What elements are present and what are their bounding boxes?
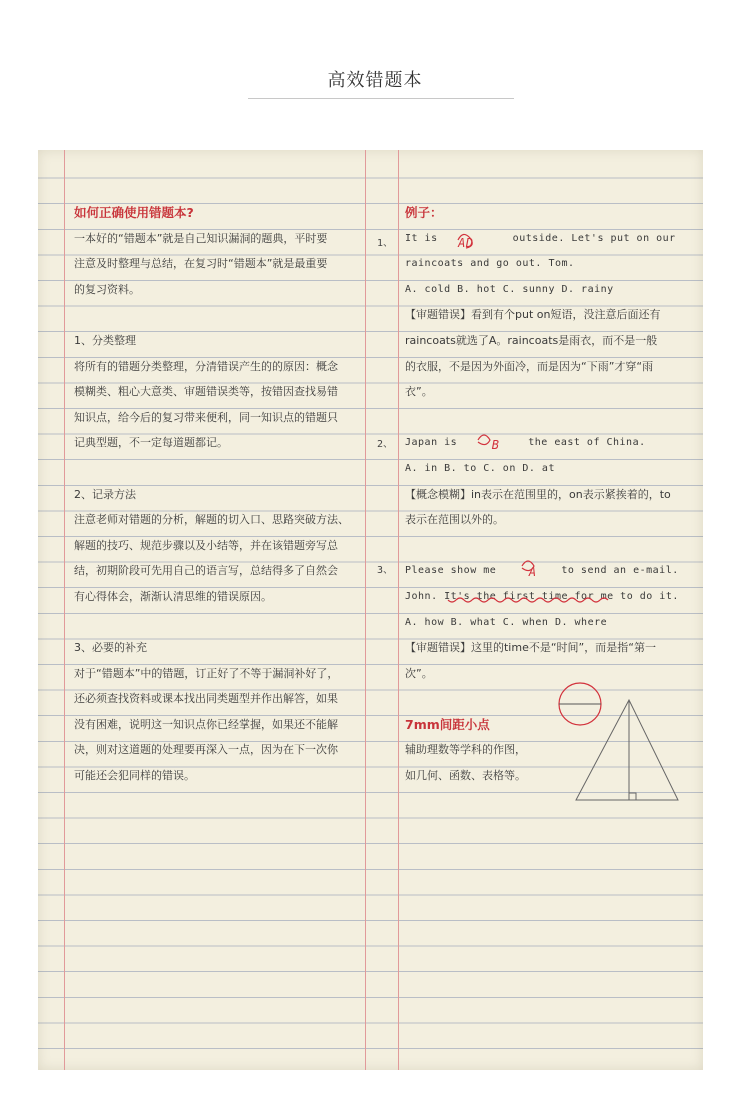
q3-text-b: to send an e-mail. [561,565,679,577]
question-1-number: 1、 [377,238,394,249]
section-1-title: 1、分类整理 [74,333,136,347]
question-2-options: A. in B. to C. on D. at [405,462,555,474]
q3-note-line: 【审题错误】这里的time不是“时间”，而是指“第一 [405,641,656,655]
dots-heading: 7mm间距小点 [405,716,490,732]
page-title: 高效错题本 [327,70,423,91]
dots-text-line: 辅助理数等学科的作图， [405,743,526,757]
section-2-line: 有心得体会，渐渐认清思维的错误原因。 [74,589,272,603]
right-angle-mark [629,793,636,800]
question-3-options: A. how B. what C. when D. where [405,616,608,628]
handwriting-overlay [38,150,703,1070]
q1-scribble [458,234,472,248]
q3-note-line: 次”。 [405,666,433,680]
q3-handwritten-answer: A [528,565,537,580]
section-3-title: 3、必要的补充 [74,641,147,655]
section-1-line: 将所有的错题分类整理，分清错误产生的的原因：概念 [74,359,338,373]
q2-text-b: the east of China. [528,437,646,449]
q1-note-line: 衣”。 [405,385,433,399]
q1-note-line: 的衣服，不是因为外面冷，而是因为“下雨”才穿“雨 [405,359,654,373]
q1-handwritten-answer: AD [458,235,474,250]
section-2-line: 结，初期阶段可先用自己的语言写，总结得多了自然会 [74,564,338,578]
section-3-line: 没有困难，说明这一知识点你已经掌握，如果还不能解 [74,717,338,731]
intro-line: 一本好的“错题本”就是自己知识漏洞的题典，平时要 [74,231,328,245]
section-2-line: 解题的技巧、规范步骤以及小结等，并在该错题旁写总 [74,538,338,552]
question-1-line-2: raincoats and go out. Tom. [405,258,575,270]
section-1-line: 记典型题，不一定每道题都记。 [74,436,228,450]
question-1-options: A. cold B. hot C. sunny D. rainy [405,283,614,295]
section-3-line: 还必须查找资料或课本找出同类题型并作出解答，如果 [74,692,338,706]
section-3-line: 决，则对这道题的处理要再深入一点，因为在下一次你 [74,743,338,757]
section-3-line: 对于“错题本”中的错题，订正好了不等于漏洞补好了， [74,666,339,680]
wavy-underline [448,598,608,602]
intro-line: 注意及时整理与总结，在复习时“错题本”就是最重要 [74,257,328,271]
q1-note-line: 【审题错误】看到有个put on短语，没注意后面还有 [405,308,661,322]
dots-text-line: 如几何、函数、表格等。 [405,769,526,783]
q2-note-line: 表示在范围以外的。 [405,513,504,527]
section-1-line: 知识点，给今后的复习带来便利，同一知识点的错题只 [74,410,338,424]
triangle-drawing [576,700,678,800]
q3-scribble [522,561,534,571]
title-divider [248,98,514,99]
q2-text-a: Japan is [405,437,458,449]
section-1-line: 模糊类、粗心大意类、审题错误类等，按错因查找易错 [74,385,338,399]
section-3-line: 可能还会犯同样的错误。 [74,769,195,783]
section-2-title: 2、记录方法 [74,487,136,501]
intro-line: 的复习资料。 [74,282,140,296]
q2-scribble [478,435,490,445]
q2-handwritten-answer: B [491,438,500,453]
question-2-number: 2、 [377,439,394,450]
question-3-number: 3、 [377,565,394,576]
right-heading: 例子： [405,205,443,220]
q3-text-a: Please show me [405,565,497,577]
section-2-line: 注意老师对错题的分析，解题的切入口、思路突破方法、 [74,513,349,527]
left-heading: 如何正确使用错题本? [74,205,194,220]
q1-text-a: It is [405,232,438,244]
q2-note-line: 【概念模糊】in表示在范围里的，on表示紧挨着的，to [405,487,671,501]
q1-note-line: raincoats就选了A。raincoats是雨衣，而不是一般 [405,333,658,347]
notebook-page [38,150,703,1070]
q1-text-b: outside. Let's put on our [512,232,676,244]
question-3-line-2: John. It's the first time for me to do it. [405,590,679,602]
